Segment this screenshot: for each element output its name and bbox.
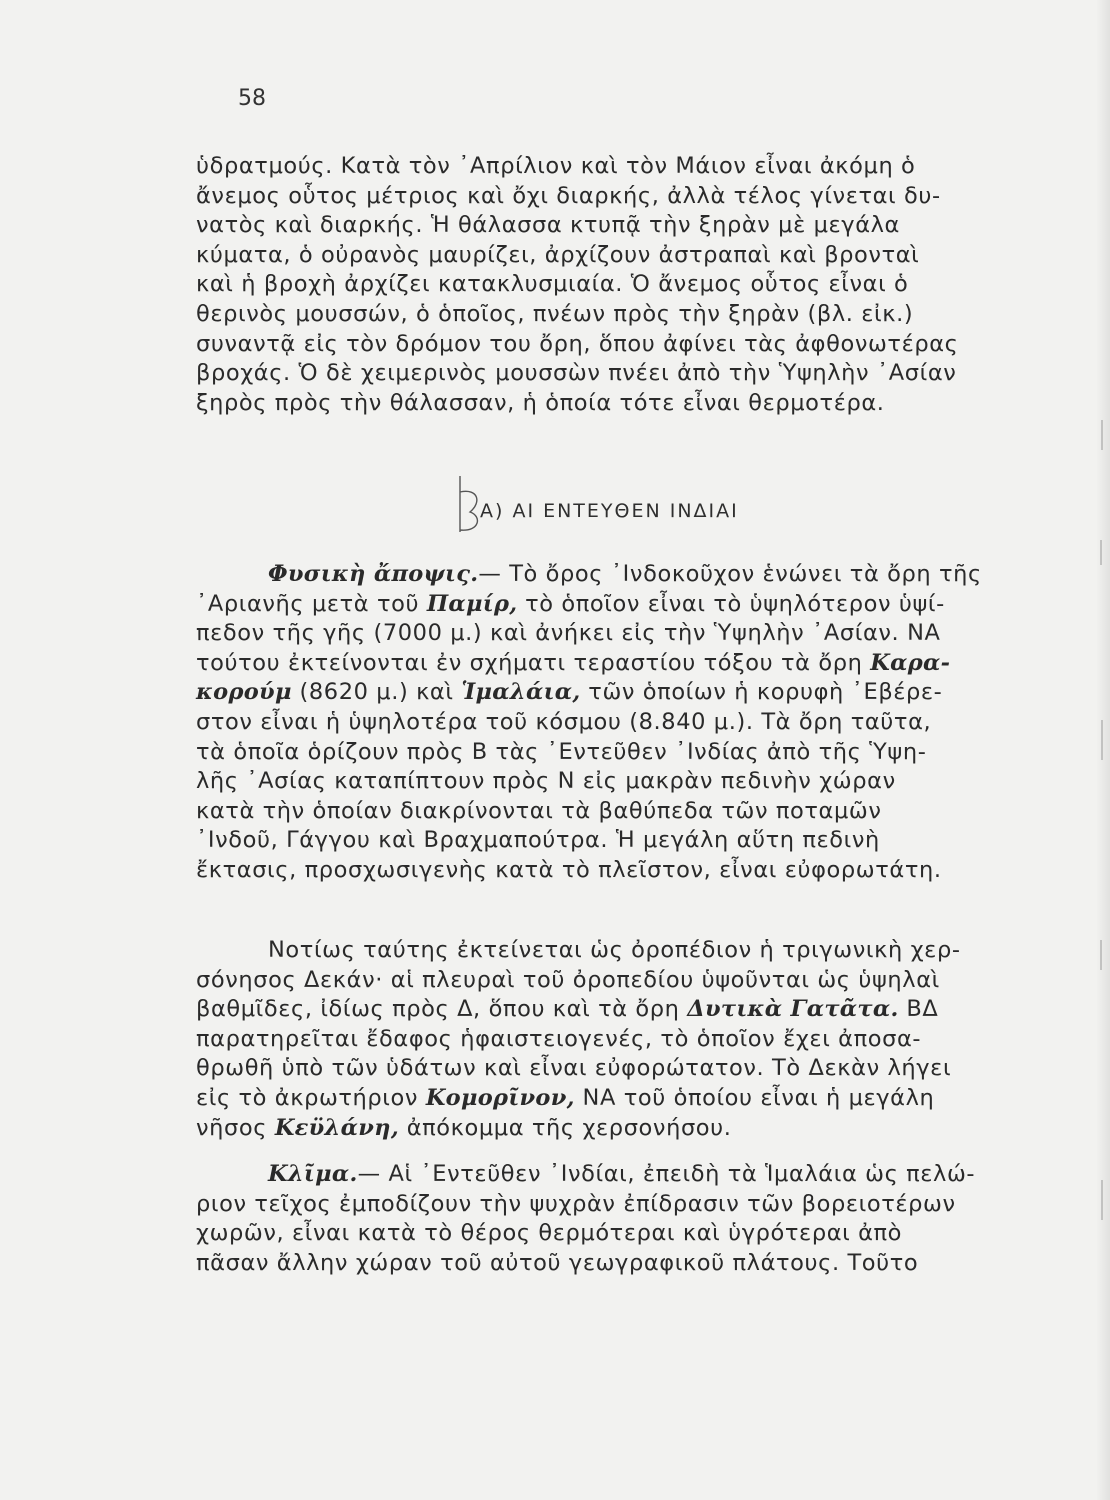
place-name: Κομορῖνον, <box>425 1084 575 1111</box>
place-name: Ἱμαλάια, <box>461 679 581 706</box>
text-line <box>196 560 1056 590</box>
line-text: εἰς τὸ ἀκρωτήριον <box>196 1084 426 1111</box>
text-line: Νοτίως ταύτης ἐκτείνεται ὡς ὀροπέδιον ἡ τριγωνικὴ χερ- <box>268 937 961 963</box>
section-label: Φυσικὴ ἄποψις. <box>268 561 479 587</box>
line-text: βαθμῖδες, ἰδίως πρὸς Δ, ὅπου καὶ τὰ ὄρη <box>196 996 688 1023</box>
line-text: ΒΔ <box>898 996 939 1023</box>
text-line <box>196 678 1056 708</box>
text-line: πεδον τῆς γῆς (7000 μ.) καὶ ἀνήκει εἰς τὴν Ὑψηλὴν ᾿Ασίαν. ΝΑ <box>196 620 941 647</box>
text-line <box>196 1084 1056 1114</box>
line-text: ἀπόκομμα τῆς χερσονήσου. <box>398 1114 732 1141</box>
text-line: στον εἶναι ἡ ὑψηλοτέρα τοῦ κόσμου (8.840 μ.). Τὰ ὄρη ταῦτα, <box>196 708 932 735</box>
text-line: ριον τεῖχος ἐμποδίζουν τὴν ψυχρὰν ἐπίδρασιν τῶν βορειοτέρων <box>196 1190 956 1217</box>
line-text: ΝΑ τοῦ ὁποίου εἶναι ἡ μεγάλη <box>574 1084 935 1111</box>
line-text: — Αἱ ᾿Εντεῦθεν ᾿Ινδίαι, ἐπειδὴ τὰ Ἱμαλάια ὡς πελώ- <box>357 1161 976 1187</box>
text-line: ἄνεμος οὗτος μέτριος καὶ ὄχι διαρκής, ἀλλὰ τέλος γίνεται δυ- <box>196 182 941 209</box>
section-heading: Α) ΑΙ ΕΝΤΕΥΘΕΝ ΙΝΔΙΑΙ <box>480 500 739 522</box>
bleed-through-marks <box>1098 420 1106 1240</box>
text-line: βροχάς. Ὁ δὲ χειμερινὸς μουσσὼν πνέει ἀπὸ τὴν Ὑψηλὴν ᾿Ασίαν <box>196 360 957 387</box>
place-name: Κεϋλάνη, <box>274 1114 399 1141</box>
paragraph-monsoon <box>196 152 1056 418</box>
line-text: νῆσος <box>196 1114 275 1141</box>
text-line <box>196 649 1056 679</box>
line-text: τὸ ὁποῖον εἶναι τὸ ὑψηλότερον ὑψί- <box>517 590 945 617</box>
place-name: Δυτικὰ Γατᾶτα. <box>687 996 899 1023</box>
paragraph-physical-aspect <box>196 560 1056 886</box>
text-line <box>196 590 1056 620</box>
place-name: Καρα- <box>870 649 951 676</box>
text-line: νατὸς καὶ διαρκής. Ἡ θάλασσα κτυπᾷ τὴν ξηρὰν μὲ μεγάλα <box>196 212 900 239</box>
line-text: τῶν ὁποίων ἡ κορυφὴ ᾿Εβέρε- <box>580 679 943 706</box>
text-line: ὑδρατμούς. Κατὰ τὸν ᾿Απρίλιον καὶ τὸν Μάιον εἶναι ἀκόμη ὁ <box>196 153 916 179</box>
text-line <box>196 995 1056 1025</box>
paragraph-climate <box>196 1160 1056 1278</box>
text-line: σόνησος Δεκάν· αἱ πλευραὶ τοῦ ὀροπεδίου ὑψοῦνται ὡς ὑψηλαὶ <box>196 966 940 993</box>
page-number: 58 <box>238 86 266 111</box>
line-text: (8620 μ.) καὶ <box>291 679 462 706</box>
text-line <box>196 1160 1056 1190</box>
text-line: θρωθῆ ὑπὸ τῶν ὑδάτων καὶ εἶναι εὐφορώτατον. Τὸ Δεκὰν λήγει <box>196 1055 952 1082</box>
line-text: — Τὸ ὄρος ᾿Ινδοκοῦχον ἑνώνει τὰ ὄρη τῆς <box>478 561 982 587</box>
text-line: θερινὸς μουσσών, ὁ ὁποῖος, πνέων πρὸς τὴν ξηρὰν (βλ. εἰκ.) <box>196 300 914 327</box>
text-line: λῆς ᾿Ασίας καταπίπτουν πρὸς Ν εἰς μακρὰν πεδινὴν χώραν <box>196 768 896 795</box>
place-name: Παμίρ, <box>426 590 518 617</box>
text-line: ᾿Ινδοῦ, Γάγγου καὶ Βραχμαπούτρα. Ἡ μεγάλη αὕτη πεδινὴ <box>196 827 880 854</box>
line-text: τούτου ἐκτείνονται ἐν σχήματι τεραστίου τόξου τὰ ὄρη <box>196 649 871 676</box>
paragraph-deccan <box>196 936 1056 1143</box>
section-label: Κλῖμα. <box>268 1161 358 1187</box>
text-line: ξηρὸς πρὸς τὴν θάλασσαν, ἡ ὁποία τότε εἶναι θερμοτέρα. <box>196 389 885 416</box>
text-line: συναντᾷ εἰς τὸν δρόμον του ὄρη, ὅπου ἀφίνει τὰς ἀφθονωτέρας <box>196 330 959 357</box>
text-line <box>196 1114 1056 1144</box>
text-line: κύματα, ὁ οὐρανὸς μαυρίζει, ἀρχίζουν ἀστραπαὶ καὶ βρονταὶ <box>196 241 920 268</box>
text-line: ἔκτασις, προσχωσιγενὴς κατὰ τὸ πλεῖστον, εἶναι εὐφορωτάτη. <box>196 856 942 883</box>
line-text: ᾿Αριανῆς μετὰ τοῦ <box>196 590 427 617</box>
text-line: καὶ ἡ βροχὴ ἀρχίζει κατακλυσμιαία. Ὁ ἄνεμος οὗτος εἶναι ὁ <box>196 271 909 298</box>
text-line: πᾶσαν ἄλλην χώραν τοῦ αὐτοῦ γεωγραφικοῦ πλάτους. Τοῦτο <box>196 1249 919 1276</box>
text-line: παρατηρεῖται ἔδαφος ἡφαιστειογενές, τὸ ὁποῖον ἔχει ἀποσα- <box>196 1025 922 1052</box>
place-name: κορούμ <box>196 679 292 706</box>
text-line: τὰ ὁποῖα ὁρίζουν πρὸς Β τὰς ᾿Εντεῦθεν ᾿Ινδίας ἀπὸ τῆς Ὑψη- <box>196 738 927 765</box>
text-line: κατὰ τὴν ὁποίαν διακρίνονται τὰ βαθύπεδα τῶν ποταμῶν <box>196 797 882 824</box>
text-line: χωρῶν, εἶναι κατὰ τὸ θέρος θερμότεραι καὶ ὑγρότεραι ἀπὸ <box>196 1220 903 1247</box>
